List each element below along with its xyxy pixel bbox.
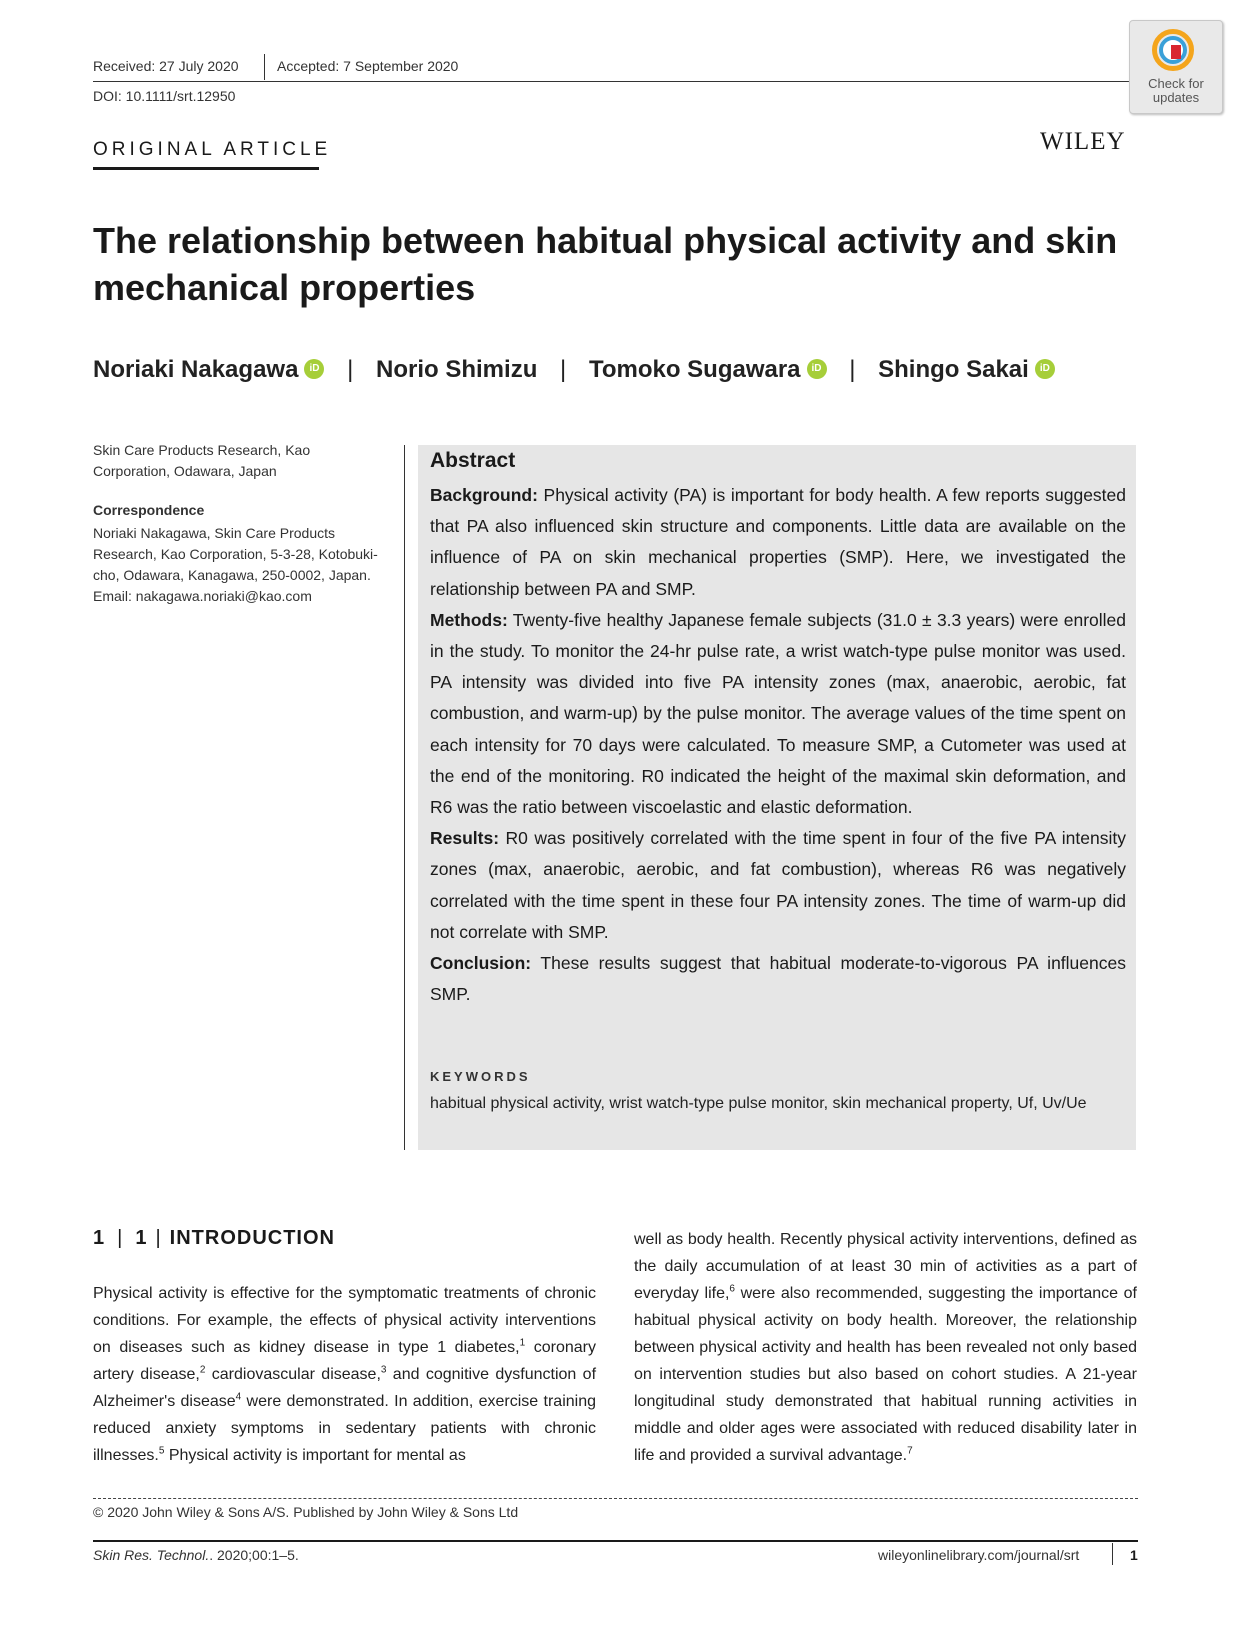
article-type: ORIGINAL ARTICLE xyxy=(93,139,332,160)
keywords: habitual physical activity, wrist watch-type pulse monitor, skin mechanical property, Uf, Uv/Ue xyxy=(430,1095,1087,1112)
copyright: © 2020 John Wiley & Sons A/S. Published by John Wiley & Sons Ltd xyxy=(93,1504,519,1520)
check-updates-icon xyxy=(1152,29,1194,71)
author-name[interactable]: Shingo Sakai xyxy=(878,356,1029,383)
section-heading-introduction: 1 | 1 | INTRODUCTION xyxy=(93,1227,335,1249)
header-separator xyxy=(264,54,265,80)
orcid-icon[interactable]: iD xyxy=(1035,359,1055,379)
journal-url[interactable]: wileyonlinelibrary.com/journal/srt xyxy=(878,1547,1080,1563)
journal-citation: Skin Res. Technol.. 2020;00:1–5. xyxy=(93,1547,299,1563)
intro-column-left: Physical activity is effective for the symptomatic treatments of chronic conditions. For example, the effects of physical activity interventions on diseases such as kidney disease in type 1 diabetes,$^1$ coronary artery disease,$^2$ cardiovascular disease,$^3$ and cognitive dysfunction of Alzheimer's disease$^4$ were demonstrated. In addition, exercise training reduced anxiety symptoms in sedentary patients with chronic illnesses.$^5$ Physical activity is important for mental as xyxy=(93,1285,597,1464)
abstract-methods: Methods: Twenty-five healthy Japanese female subjects (31.0 ± 3.3 years) were enrolled in the study. To monitor the 24-hr pulse rate, a wrist watch-type pulse monitor was used. PA intensity was divided into five PA intensity zones (max, anaerobic, aerobic, fat combustion, and warm-up) by the pulse monitor. The average values of the time spent on each intensity for 70 days were calculated. To measure SMP, a Cutometer was used at the end of the monitoring. R0 indicated the height of the maximal skin deformation, and R6 was the ratio between viscoelastic and elastic deformation. xyxy=(430,609,1126,818)
abstract-results: Results: R0 was positively correlated with the time spent in four of the five PA intensity zones (max, anaerobic, aerobic, and fat combustion), whereas R6 was negatively correlated with the time spent in these four PA intensity zones. The time of warm-up did not correlate with SMP. xyxy=(430,828,1126,942)
author-list: Noriaki Nakagawa iD | Norio Shimizu | Tomoko Sugawara iD | Shingo Sakai iD xyxy=(93,356,1055,384)
article-type-underline xyxy=(93,167,319,170)
abstract-body xyxy=(430,480,1126,1010)
author-name[interactable]: Noriaki Nakagawa xyxy=(93,356,299,383)
correspondence xyxy=(93,523,378,607)
author-name[interactable]: Norio Shimizu xyxy=(376,356,538,383)
correspondence-heading: Correspondence xyxy=(93,502,205,518)
correspondence-email[interactable]: Email: nakagawa.noriaki@kao.com xyxy=(93,588,312,604)
abstract-background: Background: Physical activity (PA) is important for body health. A few reports suggested that PA also influenced skin structure and components. Little data are available on the influence of PA on skin mechanical properties (SMP). Here, we investigated the relationship between PA and SMP. xyxy=(430,485,1126,599)
publisher-logo: WILEY xyxy=(1040,128,1126,155)
header-rule xyxy=(93,81,1130,82)
correspondence-address: Noriaki Nakagawa, Skin Care Products Research, Kao Corporation, 5-3-28, Kotobuki-cho, Odawara, Kanagawa, 250-0002, Japan. xyxy=(93,525,378,583)
column-divider xyxy=(404,445,405,1150)
doi[interactable]: DOI: 10.1111/srt.12950 xyxy=(93,88,236,104)
keywords-heading: KEYWORDS xyxy=(430,1069,531,1084)
affiliation: Skin Care Products Research, Kao Corporation, Odawara, Japan xyxy=(93,442,311,479)
orcid-icon[interactable]: iD xyxy=(807,359,827,379)
orcid-icon[interactable]: iD xyxy=(304,359,324,379)
check-for-updates-badge[interactable] xyxy=(1129,20,1223,114)
footer-separator xyxy=(1112,1543,1113,1565)
footnote-divider xyxy=(93,1498,1138,1499)
intro-column-right: well as body health. Recently physical activity interventions, defined as the daily accumulation of at least 30 min of activities as a part of everyday life,$^6$ were also recommended, suggesting the importance of habitual physical activity on body health. Moreover, the relationship between physical activity and health has been revealed not only based on intervention studies but also based on cohort studies. A 21-year longitudinal study demonstrated that habitual running activities in middle and older ages were associated with reduced disability later in life and provided a survival advantage.$^7$ xyxy=(634,1231,1138,1464)
footer-rule xyxy=(93,1540,1138,1542)
author-name[interactable]: Tomoko Sugawara xyxy=(588,356,801,383)
badge-label: Check for updates xyxy=(1148,76,1204,105)
page-number: 1 xyxy=(1130,1547,1138,1563)
received-date: Received: 27 July 2020 xyxy=(93,58,239,74)
accepted-date: Accepted: 7 September 2020 xyxy=(277,58,459,74)
abstract-conclusion: Conclusion: These results suggest that habitual moderate-to-vigorous PA influences SMP. xyxy=(430,953,1126,1005)
paper-title: The relationship between habitual physical activity and skin mechanical properties xyxy=(93,220,1118,308)
abstract-heading: Abstract xyxy=(430,449,516,472)
